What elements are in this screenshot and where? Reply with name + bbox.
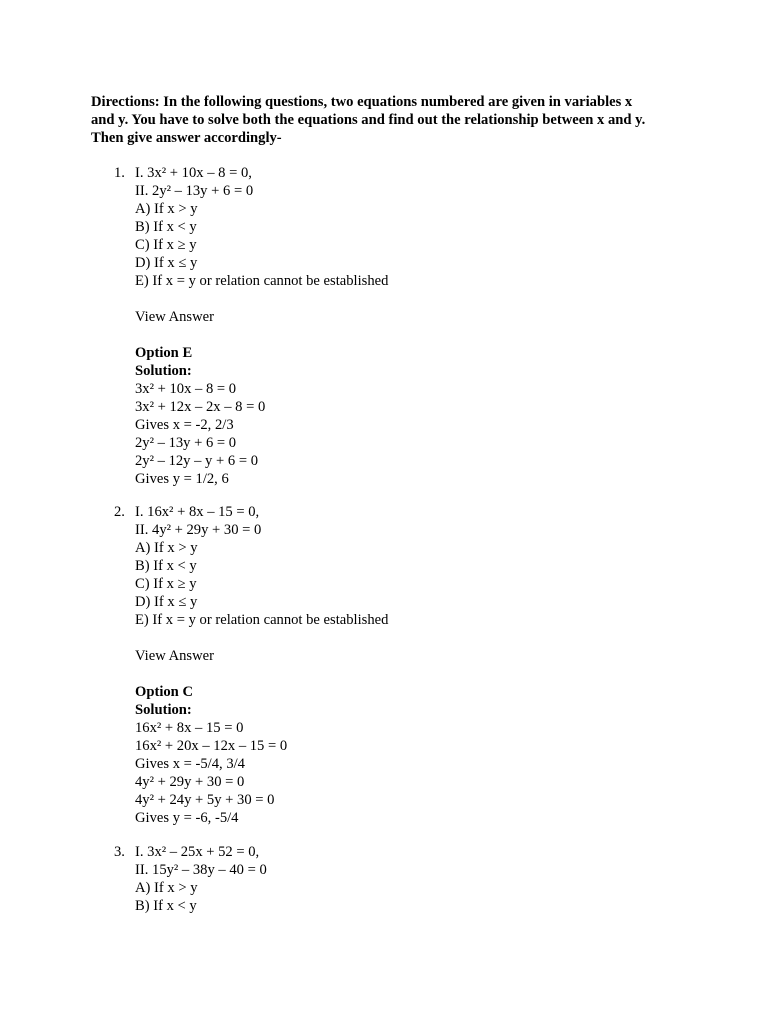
question-body	[135, 164, 655, 488]
spacer	[135, 665, 655, 683]
equation-2: II. 4y² + 29y + 30 = 0	[135, 522, 262, 538]
answer-option: Option E	[135, 345, 193, 361]
option-b: B) If x < y	[135, 219, 197, 235]
option-a: A) If x > y	[135, 201, 198, 217]
option-b: B) If x < y	[135, 558, 197, 574]
option-e: E) If x = y or relation cannot be established	[135, 273, 389, 289]
solution-step: Gives y = 1/2, 6	[135, 471, 229, 487]
question-number: 3.	[114, 844, 125, 860]
option-a: A) If x > y	[135, 540, 198, 556]
solution-step: Gives y = -6, -5/4	[135, 810, 239, 826]
equation-1: I. 16x² + 8x – 15 = 0,	[135, 504, 260, 520]
solution-step: 16x² + 20x – 12x – 15 = 0	[135, 738, 288, 754]
equation-2: II. 2y² – 13y + 6 = 0	[135, 183, 254, 199]
question-body	[135, 843, 655, 915]
solution-label: Solution:	[135, 702, 192, 718]
option-b: B) If x < y	[135, 898, 197, 914]
solution-step: 4y² + 29y + 30 = 0	[135, 774, 245, 790]
question-number: 1.	[114, 165, 125, 181]
option-a: A) If x > y	[135, 880, 198, 896]
option-d: D) If x ≤ y	[135, 594, 198, 610]
option-c: C) If x ≥ y	[135, 237, 197, 253]
spacer	[135, 326, 655, 344]
solution-step: 3x² + 12x – 2x – 8 = 0	[135, 399, 266, 415]
question-number: 2.	[114, 504, 125, 520]
view-answer-link[interactable]: View Answer	[135, 648, 214, 664]
solution-step: Gives x = -5/4, 3/4	[135, 756, 245, 772]
spacer	[135, 290, 655, 308]
solution-label: Solution:	[135, 363, 192, 379]
answer-option: Option C	[135, 684, 193, 700]
directions-line-3: Then give answer accordingly-	[91, 130, 282, 146]
solution-step: 2y² – 13y + 6 = 0	[135, 435, 237, 451]
solution-step: 2y² – 12y – y + 6 = 0	[135, 453, 258, 469]
option-e: E) If x = y or relation cannot be established	[135, 612, 389, 628]
view-answer-link[interactable]: View Answer	[135, 309, 214, 325]
solution-step: 3x² + 10x – 8 = 0	[135, 381, 237, 397]
equation-1: I. 3x² – 25x + 52 = 0,	[135, 844, 260, 860]
directions-line-1: Directions: In the following questions, two equations numbered are given in variables x	[91, 94, 633, 110]
equation-2: II. 15y² – 38y – 40 = 0	[135, 862, 267, 878]
directions-paragraph	[91, 93, 691, 147]
spacer	[135, 629, 655, 647]
directions-line-2: and y. You have to solve both the equations and find out the relationship between x and y.	[91, 112, 646, 128]
option-d: D) If x ≤ y	[135, 255, 198, 271]
solution-step: 4y² + 24y + 5y + 30 = 0	[135, 792, 275, 808]
solution-step: 16x² + 8x – 15 = 0	[135, 720, 244, 736]
option-c: C) If x ≥ y	[135, 576, 197, 592]
solution-step: Gives x = -2, 2/3	[135, 417, 234, 433]
equation-1: I. 3x² + 10x – 8 = 0,	[135, 165, 252, 181]
question-body	[135, 503, 655, 827]
